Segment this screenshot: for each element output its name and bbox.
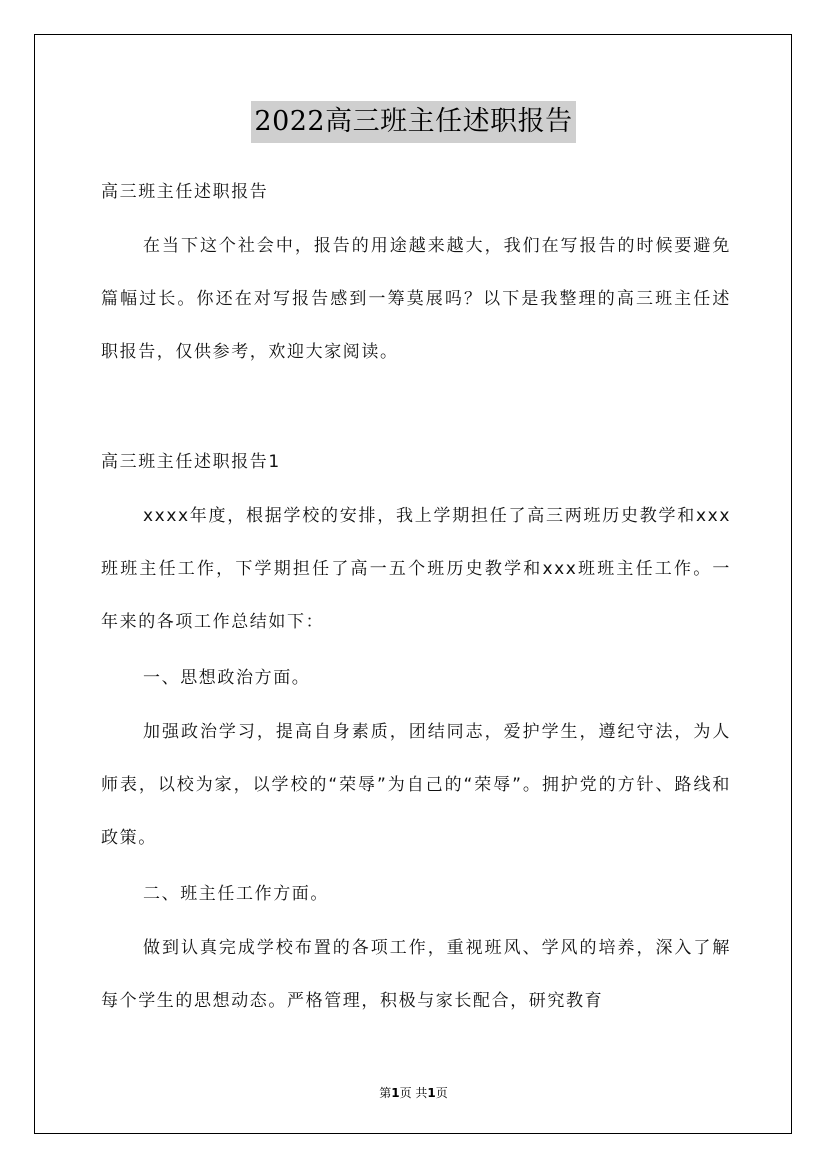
intro-paragraph: 在当下这个社会中，报告的用途越来越大，我们在写报告的时候要避免篇幅过长。你还在对写报告感到一筹莫展吗？以下是我整理的高三班主任述职报告，仅供参考，欢迎大家阅读。: [101, 236, 731, 362]
body-paragraph-4: 二、班主任工作方面。: [143, 884, 329, 904]
footer-suffix: 页: [435, 1086, 448, 1100]
document-title: 2022高三班主任述职报告: [251, 101, 575, 143]
footer-page-total: 1: [427, 1086, 436, 1100]
body-paragraph-2: 一、思想政治方面。: [143, 668, 311, 688]
footer-mid: 页 共: [399, 1086, 428, 1100]
body-paragraph-3: 加强政治学习，提高自身素质，团结同志，爱护学生，遵纪守法，为人师表，以校为家，以学校的“荣辱”为自己的“荣辱”。拥护党的方针、路线和政策。: [101, 722, 731, 848]
title-container: [0, 101, 827, 143]
footer-page-current: 1: [391, 1086, 400, 1100]
document-subtitle: 高三班主任述职报告: [101, 182, 269, 202]
body-paragraph-1: xxxx年度，根据学校的安排，我上学期担任了高三两班历史教学和xxx班班主任工作，下学期担任了高一五个班历史教学和xxx班班主任工作。一年来的各项工作总结如下：: [101, 506, 731, 632]
footer-prefix: 第: [379, 1086, 392, 1100]
body-paragraph-5: 做到认真完成学校布置的各项工作，重视班风、学风的培养，深入了解每个学生的思想动态。严格管理，积极与家长配合，研究教育: [101, 938, 731, 1011]
section-heading: 高三班主任述职报告1: [101, 452, 281, 472]
page-footer: [0, 1084, 827, 1101]
